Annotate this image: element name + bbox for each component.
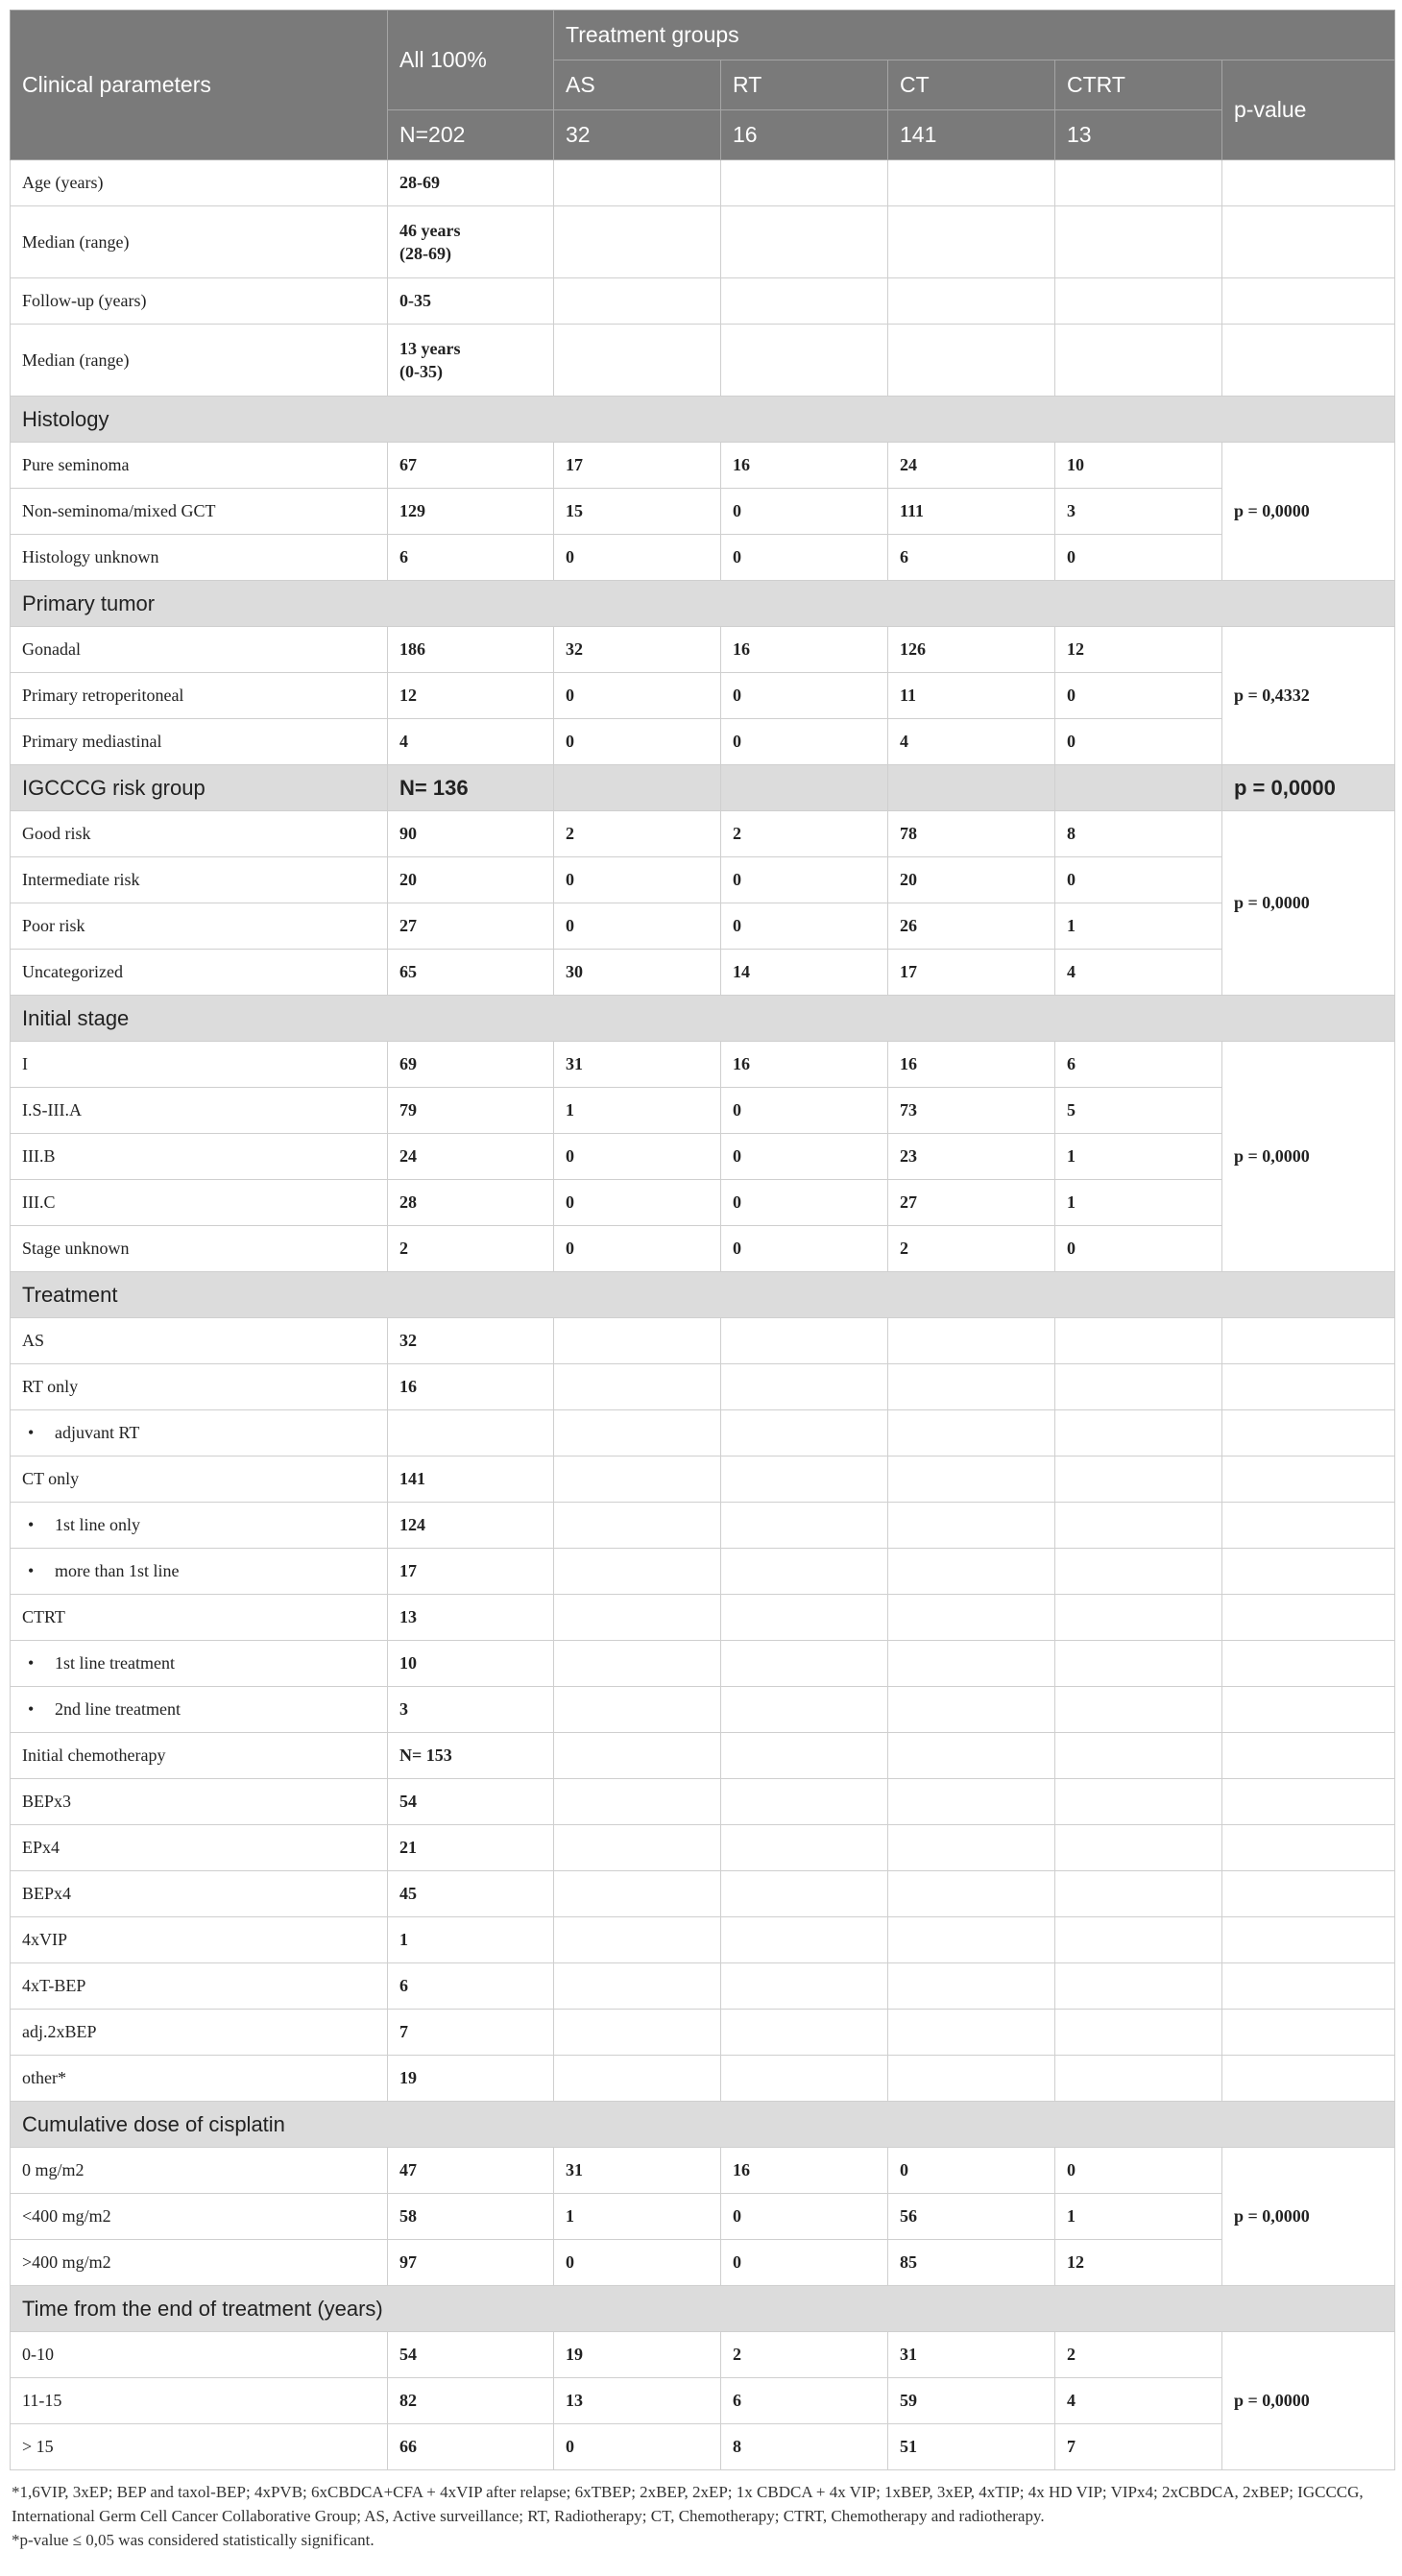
cell-as: 0	[554, 857, 721, 903]
cell-all: 7	[388, 2010, 554, 2056]
cell-rt: 0	[721, 1180, 888, 1226]
cell-ct: 20	[888, 857, 1055, 903]
cell-all: 46 years (28-69)	[388, 206, 554, 278]
cell-as: 0	[554, 1226, 721, 1272]
header-n-all: N=202	[388, 110, 554, 160]
section-primary-tumor: Primary tumor	[11, 581, 1395, 627]
row-label: <400 mg/m2	[11, 2194, 388, 2240]
table-row	[11, 1180, 1395, 1226]
cell-ct: 24	[888, 443, 1055, 489]
cell-as: 13	[554, 2378, 721, 2424]
cell-all: 24	[388, 1134, 554, 1180]
cell-ct: 0	[888, 2148, 1055, 2194]
cell-rt: 2	[721, 811, 888, 857]
cell-rt: 0	[721, 1088, 888, 1134]
cell-all: 16	[388, 1364, 554, 1410]
table-row	[11, 1917, 1395, 1963]
table-row	[11, 1410, 1395, 1457]
cell-ctrt: 6	[1055, 1042, 1222, 1088]
cell-as: 31	[554, 1042, 721, 1088]
row-label-bullet: • 1st line only	[11, 1503, 388, 1549]
table-row	[11, 1687, 1395, 1733]
cell-all: 54	[388, 2332, 554, 2378]
cell-ct: 51	[888, 2424, 1055, 2470]
row-label: III.C	[11, 1180, 388, 1226]
cell-all: 82	[388, 2378, 554, 2424]
footnote-abbreviations: *1,6VIP, 3xEP; BEP and taxol-BEP; 4xPVB; 6xCBDCA+CFA + 4xVIP after relapse; 6xTBEP; 2xBEP, 2xEP; 1x CBDCA + 4x VIP; 1xBEP, 3xEP, 4xTIP; 4x HD VIP; VIPx4; 2xCBDCA, 2xBEP; IGCCCG, International Germ Cell Cancer Collaborative Group; AS, Active surveillance; RT, Radiotherapy; CT, Chemotherapy; CTRT, Chemotherapy and radiotherapy.	[12, 2483, 1364, 2525]
row-label: Intermediate risk	[11, 857, 388, 903]
cell-all: 141	[388, 1457, 554, 1503]
cell-all: 6	[388, 535, 554, 581]
cell-ctrt: 5	[1055, 1088, 1222, 1134]
row-label: Pure seminoma	[11, 443, 388, 489]
table-row	[11, 1134, 1395, 1180]
cell-ctrt: 12	[1055, 627, 1222, 673]
table-row	[11, 2424, 1395, 2470]
cell-ctrt: 1	[1055, 1180, 1222, 1226]
table-row	[11, 2148, 1395, 2194]
row-label: >400 mg/m2	[11, 2240, 388, 2286]
cell-all: 1	[388, 1917, 554, 1963]
table-row	[11, 160, 1395, 206]
row-label: Uncategorized	[11, 950, 388, 996]
header-n-ct: 141	[888, 110, 1055, 160]
table-row	[11, 1503, 1395, 1549]
row-label: AS	[11, 1318, 388, 1364]
header-treatment-groups: Treatment groups	[554, 11, 1395, 60]
header-ctrt: CTRT	[1055, 60, 1222, 110]
cell-ct: 11	[888, 673, 1055, 719]
cell-p-value: p = 0,0000	[1222, 2148, 1395, 2286]
section-treatment: Treatment	[11, 1272, 1395, 1318]
table-row	[11, 1088, 1395, 1134]
row-label: Primary retroperitoneal	[11, 673, 388, 719]
cell-rt: 2	[721, 2332, 888, 2378]
cell-ctrt: 1	[1055, 2194, 1222, 2240]
cell-as: 1	[554, 2194, 721, 2240]
row-label: CTRT	[11, 1595, 388, 1641]
cell-all: 69	[388, 1042, 554, 1088]
cell-as: 0	[554, 1134, 721, 1180]
table-row	[11, 1226, 1395, 1272]
cell-all: 90	[388, 811, 554, 857]
table-row	[11, 857, 1395, 903]
table-row	[11, 2240, 1395, 2286]
table-row	[11, 2056, 1395, 2102]
cell-rt: 16	[721, 627, 888, 673]
cell-all: 47	[388, 2148, 554, 2194]
cell-as: 0	[554, 719, 721, 765]
table-row	[11, 206, 1395, 278]
table-row	[11, 325, 1395, 397]
cell-as: 15	[554, 489, 721, 535]
cell-all: 17	[388, 1549, 554, 1595]
row-label: Gonadal	[11, 627, 388, 673]
cell-ctrt: 4	[1055, 950, 1222, 996]
cell-p-value: p = 0,0000	[1222, 443, 1395, 581]
row-label: BEPx4	[11, 1871, 388, 1917]
cell-ctrt: 0	[1055, 1226, 1222, 1272]
cell-ctrt: 1	[1055, 903, 1222, 950]
row-label: Stage unknown	[11, 1226, 388, 1272]
row-label: Median (range)	[11, 206, 388, 278]
cell-all: 28	[388, 1180, 554, 1226]
cell-ctrt: 12	[1055, 2240, 1222, 2286]
row-label: III.B	[11, 1134, 388, 1180]
table-row	[11, 1549, 1395, 1595]
cell-ctrt: 0	[1055, 719, 1222, 765]
row-label: Good risk	[11, 811, 388, 857]
cell-as: 0	[554, 673, 721, 719]
cell-rt: 0	[721, 1226, 888, 1272]
cell-ct: 23	[888, 1134, 1055, 1180]
cell-all: 13	[388, 1595, 554, 1641]
cell-ctrt: 8	[1055, 811, 1222, 857]
row-label: Age (years)	[11, 160, 388, 206]
cell-all: 124	[388, 1503, 554, 1549]
table-row	[11, 2194, 1395, 2240]
section-row	[11, 2102, 1395, 2148]
cell-ctrt: 0	[1055, 857, 1222, 903]
cell-ctrt: 1	[1055, 1134, 1222, 1180]
cell-ct: 111	[888, 489, 1055, 535]
cell-ct: 73	[888, 1088, 1055, 1134]
section-row	[11, 397, 1395, 443]
header-all: All 100%	[388, 11, 554, 110]
cell-all: 4	[388, 719, 554, 765]
clinical-parameters-table	[10, 10, 1395, 2470]
cell-as: 31	[554, 2148, 721, 2194]
cell-rt: 16	[721, 1042, 888, 1088]
cell-ct: 2	[888, 1226, 1055, 1272]
cell-all: 10	[388, 1641, 554, 1687]
cell-rt: 14	[721, 950, 888, 996]
cell-ct: 56	[888, 2194, 1055, 2240]
cell-p-value: p = 0,0000	[1222, 1042, 1395, 1272]
cell-rt: 0	[721, 2240, 888, 2286]
row-label: Follow-up (years)	[11, 278, 388, 325]
cell-ct: 31	[888, 2332, 1055, 2378]
table-row	[11, 1871, 1395, 1917]
table-row	[11, 673, 1395, 719]
cell-ctrt: 10	[1055, 443, 1222, 489]
cell-rt: 6	[721, 2378, 888, 2424]
cell-all: 6	[388, 1963, 554, 2010]
header-n-as: 32	[554, 110, 721, 160]
table-container	[10, 10, 1394, 2552]
section-cisplatin: Cumulative dose of cisplatin	[11, 2102, 1395, 2148]
row-label-bullet: • more than 1st line	[11, 1549, 388, 1595]
header-n-rt: 16	[721, 110, 888, 160]
cell-all: N= 153	[388, 1733, 554, 1779]
cell-rt: 0	[721, 857, 888, 903]
cell-as: 17	[554, 443, 721, 489]
section-initial-stage: Initial stage	[11, 996, 1395, 1042]
cell-rt: 0	[721, 673, 888, 719]
table-row	[11, 535, 1395, 581]
cell-all: 97	[388, 2240, 554, 2286]
cell-ct: 85	[888, 2240, 1055, 2286]
header-n-ctrt: 13	[1055, 110, 1222, 160]
cell-as: 0	[554, 1180, 721, 1226]
table-row	[11, 1779, 1395, 1825]
cell-all: 66	[388, 2424, 554, 2470]
cell-ctrt: 0	[1055, 2148, 1222, 2194]
cell-all: 58	[388, 2194, 554, 2240]
table-row	[11, 2010, 1395, 2056]
table-row	[11, 1963, 1395, 2010]
section-row	[11, 2286, 1395, 2332]
row-label: Median (range)	[11, 325, 388, 397]
table-row	[11, 443, 1395, 489]
table-row	[11, 2378, 1395, 2424]
cell-all: 32	[388, 1318, 554, 1364]
row-label: RT only	[11, 1364, 388, 1410]
cell-all: 13 years (0-35)	[388, 325, 554, 397]
row-label: Primary mediastinal	[11, 719, 388, 765]
cell-rt: 0	[721, 535, 888, 581]
cell-ctrt: 4	[1055, 2378, 1222, 2424]
row-label: other*	[11, 2056, 388, 2102]
row-label-bullet: • 2nd line treatment	[11, 1687, 388, 1733]
table-row	[11, 719, 1395, 765]
row-label: Initial chemotherapy	[11, 1733, 388, 1779]
row-label: I	[11, 1042, 388, 1088]
cell-as: 30	[554, 950, 721, 996]
cell-ct: 59	[888, 2378, 1055, 2424]
row-label: 4xT-BEP	[11, 1963, 388, 2010]
table-row	[11, 811, 1395, 857]
section-row	[11, 1272, 1395, 1318]
cell-ct: 78	[888, 811, 1055, 857]
cell-all: 0-35	[388, 278, 554, 325]
table-row	[11, 2332, 1395, 2378]
row-label: BEPx3	[11, 1779, 388, 1825]
section-igcccg: IGCCCG risk group	[11, 765, 388, 811]
cell-rt: 16	[721, 443, 888, 489]
cell-p-value: p = 0,0000	[1222, 811, 1395, 996]
cell-all: 3	[388, 1687, 554, 1733]
table-row	[11, 1457, 1395, 1503]
table-row	[11, 1825, 1395, 1871]
cell-rt: 0	[721, 2194, 888, 2240]
cell-ctrt: 2	[1055, 2332, 1222, 2378]
row-label: I.S-III.A	[11, 1088, 388, 1134]
section-time: Time from the end of treatment (years)	[11, 2286, 1395, 2332]
row-label: Non-seminoma/mixed GCT	[11, 489, 388, 535]
cell-ctrt: 0	[1055, 535, 1222, 581]
cell-rt: 16	[721, 2148, 888, 2194]
cell-ctrt: 0	[1055, 673, 1222, 719]
cell-all	[388, 1410, 554, 1457]
section-histology: Histology	[11, 397, 1395, 443]
header-clinical-parameters: Clinical parameters	[11, 11, 388, 160]
row-label: EPx4	[11, 1825, 388, 1871]
cell-all: 45	[388, 1871, 554, 1917]
cell-as: 1	[554, 1088, 721, 1134]
row-label: adj.2xBEP	[11, 2010, 388, 2056]
cell-all: 65	[388, 950, 554, 996]
footnotes	[10, 2480, 1394, 2552]
cell-all: 28-69	[388, 160, 554, 206]
row-label-bullet: • 1st line treatment	[11, 1641, 388, 1687]
cell-all: 12	[388, 673, 554, 719]
header-ct: CT	[888, 60, 1055, 110]
footnote-significance: *p-value ≤ 0,05 was considered statistically significant.	[12, 2531, 375, 2549]
section-row	[11, 581, 1395, 627]
cell-all: 54	[388, 1779, 554, 1825]
cell-as: 2	[554, 811, 721, 857]
cell-rt: 8	[721, 2424, 888, 2470]
row-label: 4xVIP	[11, 1917, 388, 1963]
cell-ct: 126	[888, 627, 1055, 673]
section-igcccg-p: p = 0,0000	[1222, 765, 1395, 811]
cell-as: 32	[554, 627, 721, 673]
table-row	[11, 1595, 1395, 1641]
cell-as: 0	[554, 535, 721, 581]
cell-ct: 16	[888, 1042, 1055, 1088]
cell-ct: 27	[888, 1180, 1055, 1226]
section-row	[11, 765, 1395, 811]
table-row	[11, 489, 1395, 535]
row-label-bullet: • adjuvant RT	[11, 1410, 388, 1457]
table-row	[11, 1733, 1395, 1779]
cell-all: 27	[388, 903, 554, 950]
table-row	[11, 950, 1395, 996]
cell-all: 21	[388, 1825, 554, 1871]
header-as: AS	[554, 60, 721, 110]
cell-p-value: p = 0,0000	[1222, 2332, 1395, 2470]
header-p-value: p-value	[1222, 60, 1395, 160]
table-row	[11, 278, 1395, 325]
cell-as: 19	[554, 2332, 721, 2378]
cell-all: 79	[388, 1088, 554, 1134]
cell-as: 0	[554, 903, 721, 950]
row-label: 0 mg/m2	[11, 2148, 388, 2194]
row-label: 11-15	[11, 2378, 388, 2424]
table-row	[11, 627, 1395, 673]
row-label: Poor risk	[11, 903, 388, 950]
header-rt: RT	[721, 60, 888, 110]
table-row	[11, 1042, 1395, 1088]
row-label: Histology unknown	[11, 535, 388, 581]
table-row	[11, 903, 1395, 950]
cell-all: 129	[388, 489, 554, 535]
table-row	[11, 1364, 1395, 1410]
row-label: 0-10	[11, 2332, 388, 2378]
cell-rt: 0	[721, 903, 888, 950]
cell-ct: 17	[888, 950, 1055, 996]
cell-rt: 0	[721, 489, 888, 535]
cell-ctrt: 7	[1055, 2424, 1222, 2470]
table-row	[11, 1318, 1395, 1364]
table-row	[11, 1641, 1395, 1687]
cell-all: 186	[388, 627, 554, 673]
row-label: > 15	[11, 2424, 388, 2470]
cell-all: 20	[388, 857, 554, 903]
cell-ctrt: 3	[1055, 489, 1222, 535]
cell-ct: 6	[888, 535, 1055, 581]
section-igcccg-n: N= 136	[388, 765, 554, 811]
cell-rt: 0	[721, 719, 888, 765]
section-row	[11, 996, 1395, 1042]
cell-ct: 4	[888, 719, 1055, 765]
cell-rt: 0	[721, 1134, 888, 1180]
cell-all: 2	[388, 1226, 554, 1272]
row-label: CT only	[11, 1457, 388, 1503]
cell-all: 19	[388, 2056, 554, 2102]
cell-as: 0	[554, 2424, 721, 2470]
cell-p-value: p = 0,4332	[1222, 627, 1395, 765]
cell-ct: 26	[888, 903, 1055, 950]
cell-as: 0	[554, 2240, 721, 2286]
cell-all: 67	[388, 443, 554, 489]
